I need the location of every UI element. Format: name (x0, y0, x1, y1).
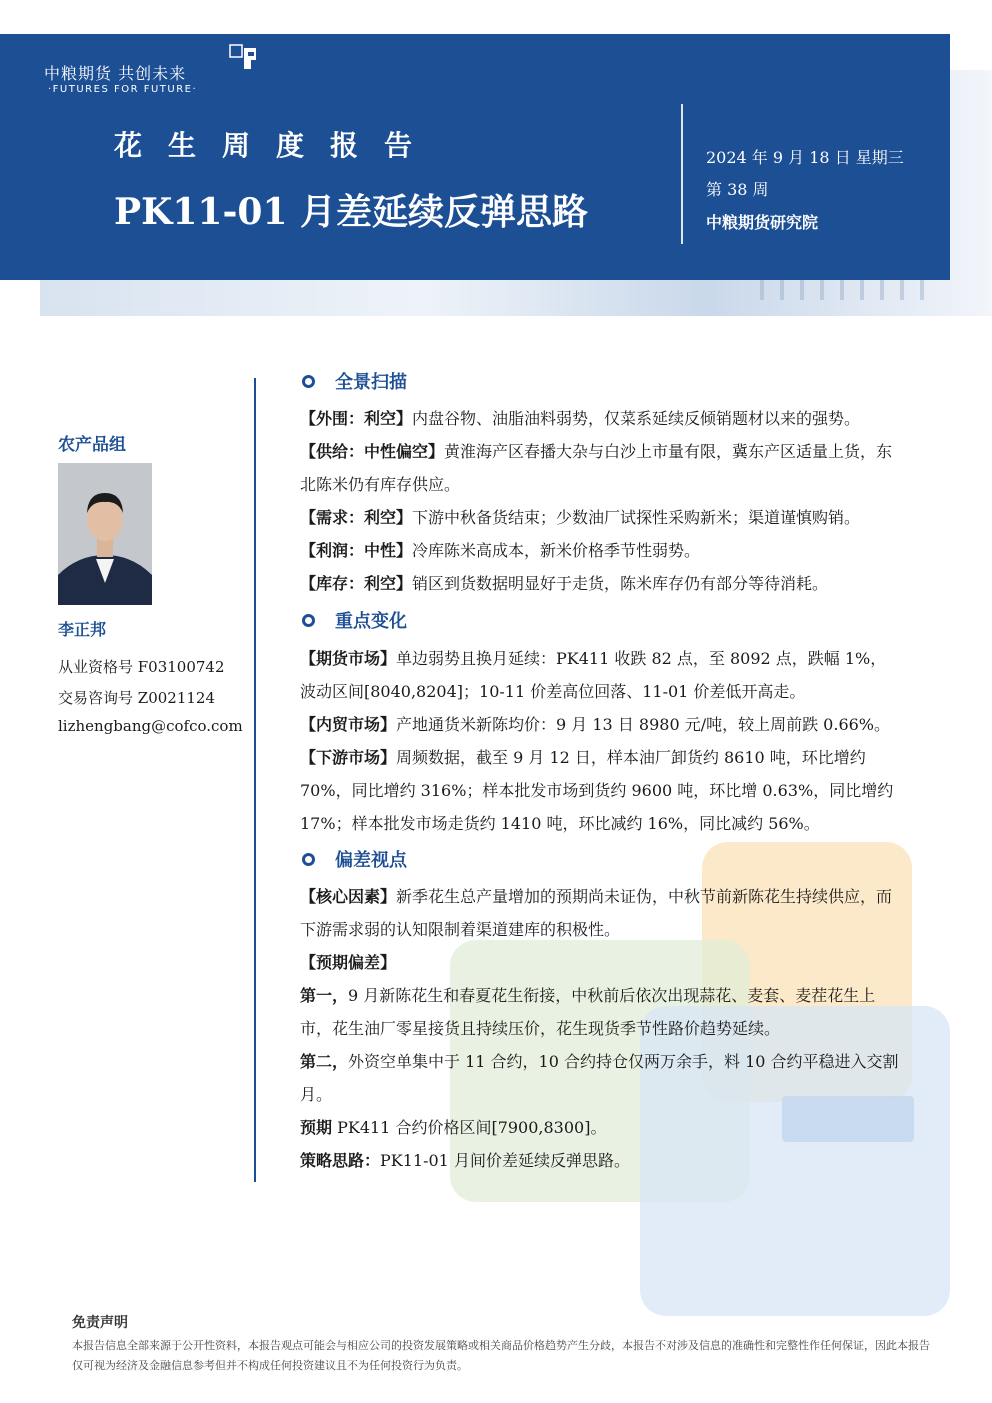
list-item: 【内贸市场】产地通货米新陈均价：9 月 13 日 8980 元/吨，较上周前跌 0.66%。 (300, 715, 891, 734)
list-item: 【下游市场】周频数据，截至 9 月 12 日，样本油厂卸货约 8610 吨，环比增约 70%，同比增约 316%；样本批发市场到货约 9600 吨，环比增 0.63%，同比增约 17%；样本批发市场走货约 1410 吨，环比减约 16%，同比减约 56%。 (300, 748, 894, 833)
analyst-qualification: 从业资格号 F03100742 (58, 658, 225, 676)
section-overview-header (302, 368, 407, 394)
analyst-group: 农产品组 (58, 435, 126, 455)
list-item: 【库存：利空】销区到货数据明显好于走货，陈米库存仍有部分等待消耗。 (300, 574, 829, 593)
list-item: 【供给：中性偏空】黄淮海产区春播大杂与白沙上市量有限，冀东产区适量上货，东北陈米仍有库存供应。 (300, 442, 893, 494)
bullet-circle-icon (302, 853, 315, 866)
report-type-title: 花生周度报告 (114, 129, 439, 162)
price-range: 预期 PK411 合约价格区间[7900,8300]。 (300, 1118, 607, 1137)
analyst-name: 李正邦 (58, 620, 107, 639)
expectation-second: 第二，外资空单集中于 11 合约，10 合约持仓仅两万余手，料 10 合约平稳进入交割月。 (300, 1052, 899, 1104)
section-title: 偏差视点 (335, 850, 407, 871)
core-factor: 【核心因素】新季花生总产量增加的预期尚未证伪，中秋节前新陈花生持续供应，而下游需求弱的认知限制着渠道建库的积极性。 (300, 887, 893, 939)
expectation-first: 第一，9 月新陈花生和春夏花生衔接，中秋前后依次出现蒜花、麦套、麦茬花生上市，花生油厂零星接货且持续压价，花生现货季节性路价趋势延续。 (300, 986, 876, 1038)
deviation-paragraph (300, 880, 900, 1177)
changes-paragraph (300, 642, 900, 840)
expectation-label: 【预期偏差】 (300, 953, 397, 972)
analyst-consult-number: 交易咨询号 Z0021124 (58, 689, 215, 707)
list-item: 【外围：利空】内盘谷物、油脂油料弱势，仅菜系延续反倾销题材以来的强势。 (300, 409, 861, 428)
disclaimer-title: 免责声明 (72, 1315, 128, 1331)
list-item: 【期货市场】单边弱势且换月延续：PK411 收跌 82 点，至 8092 点，跌幅 1%，波动区间[8040,8204]；10-11 价差高位回落、11-01 价差低开高走。 (300, 649, 887, 701)
section-deviation-header (302, 846, 407, 872)
company-logo-text: 中粮期货 共创未来 (44, 64, 187, 83)
disclaimer-text: 本报告信息全部来源于公开性资料，本报告观点可能会与相应公司的投资发展策略或相关商品价格趋势产生分歧，本报告不对涉及信息的准确性和完整性作任何保证，因此本报告仅可视为经济及金融信息参考但并不构成任何投资建议且不为任何投资行为负责。 (72, 1339, 930, 1372)
bullet-circle-icon (302, 375, 315, 388)
analyst-email: lizhengbang@cofco.com (58, 717, 243, 735)
report-headline: PK11-01 月差延续反弹思路 (114, 191, 589, 233)
report-date: 2024 年 9 月 18 日 星期三 (706, 148, 904, 167)
research-institute: 中粮期货研究院 (706, 213, 819, 232)
overview-paragraph (300, 402, 900, 600)
report-week: 第 38 周 (706, 180, 769, 199)
company-logo-icon (229, 44, 259, 72)
strategy: 策略思路：PK11-01 月间价差延续反弹思路。 (300, 1151, 630, 1170)
sidebar-divider (254, 378, 256, 1182)
bullet-circle-icon (302, 614, 315, 627)
analyst-avatar (58, 463, 152, 605)
section-title: 全景扫描 (335, 372, 407, 393)
list-item: 【需求：利空】下游中秋备货结束；少数油厂试探性采购新米；渠道谨慎购销。 (300, 508, 861, 527)
company-logo-tagline: ·FUTURES FOR FUTURE· (48, 84, 198, 95)
header-divider (681, 104, 683, 244)
section-changes-header (302, 607, 407, 633)
list-item: 【利润：中性】冷库陈米高成本，新米价格季节性弱势。 (300, 541, 701, 560)
section-title: 重点变化 (335, 611, 407, 632)
